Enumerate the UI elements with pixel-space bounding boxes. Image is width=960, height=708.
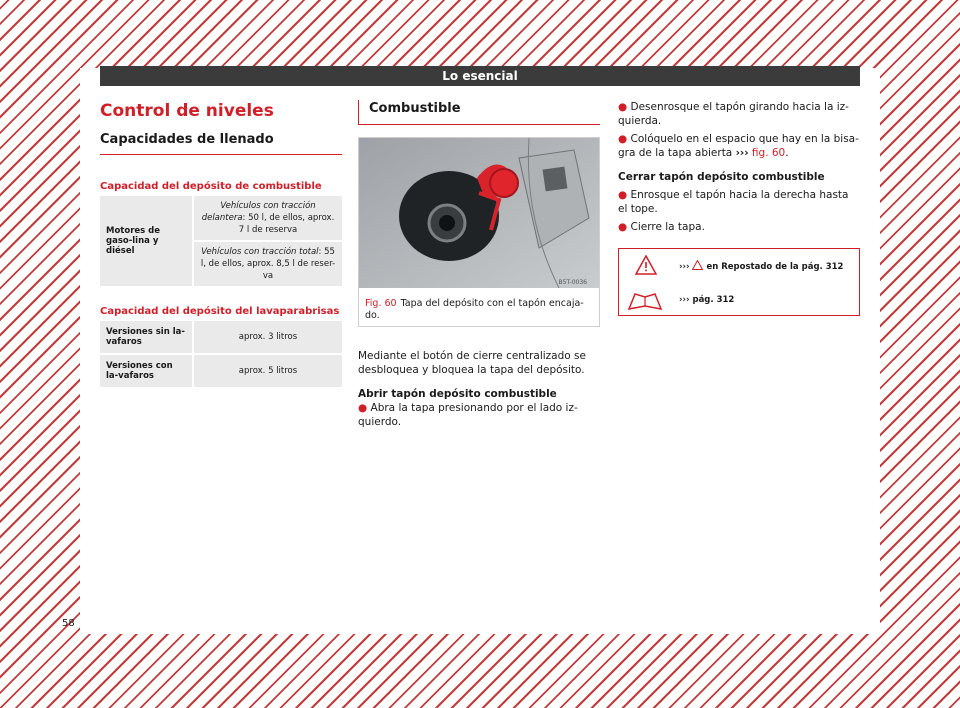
arrow-icon: ››› <box>679 295 690 305</box>
step-text: Desenrosque el tapón girando hacia la iz-quierda. <box>618 101 849 127</box>
step-text: Colóquelo en el espacio que hay en la bisa-gra de la tapa abierta <box>618 133 859 159</box>
reference-page[interactable] <box>679 295 734 305</box>
list-item <box>618 188 860 216</box>
bullet-icon: ● <box>618 221 628 233</box>
figure-code: B5T-0036 <box>558 279 587 286</box>
drive-type-label: Vehículos con tracción delantera <box>201 201 316 223</box>
table-value-cell: aprox. 3 litros <box>194 321 342 355</box>
section-heading: Control de niveles <box>100 101 274 121</box>
table-row <box>100 321 342 355</box>
figure-link[interactable]: fig. 60 <box>751 147 786 159</box>
table-label-cell: Versiones con la-vafaros <box>100 355 194 389</box>
arrow-icon: ››› <box>735 147 749 159</box>
washer-table-title: Capacidad del depósito del lavaparabrisas <box>100 306 340 317</box>
right-column <box>618 100 860 316</box>
book-icon <box>627 291 663 311</box>
fuel-door-illustration <box>359 138 599 288</box>
figure-caption-text: Tapa del depósito con el tapón encaja-do. <box>365 298 584 321</box>
table-value-cell <box>194 196 342 242</box>
warning-icon <box>635 255 657 275</box>
paragraph: Mediante el botón de cierre centralizado se desbloquea y bloquea la tapa del depósito. <box>358 350 586 376</box>
page-header: Lo esencial <box>100 66 860 86</box>
figure-caption <box>359 292 599 327</box>
table-value-cell: aprox. 5 litros <box>194 355 342 389</box>
section-subheading: Capacidades de llenado <box>100 132 342 155</box>
reference-text: en Repostado de la pág. 312 <box>706 262 844 272</box>
left-column <box>100 100 342 389</box>
list-item <box>618 100 860 128</box>
close-procedure-title: Cerrar tapón depósito combustible <box>618 171 825 183</box>
figure-number: Fig. 60 <box>365 298 397 309</box>
reference-text: pág. 312 <box>692 295 735 305</box>
section-title: Combustible <box>358 100 600 125</box>
table-label-cell: Versiones sin la-vafaros <box>100 321 194 355</box>
step-text: Cierre la tapa. <box>630 221 705 233</box>
bullet-icon: ● <box>358 402 368 414</box>
figure-60 <box>358 137 600 327</box>
list-item: ● Colóquelo en el espacio que hay en la bisa-gra de la tapa abierta ››› fig. 60. <box>618 133 859 159</box>
table-value-cell <box>194 242 342 288</box>
list-item <box>618 220 860 234</box>
capacity-text: : 55 l, de ellos, aprox. 8,5 l de reser-va <box>200 247 336 281</box>
step-text: Enrosque el tapón hacia la derecha hasta el tope. <box>618 189 849 215</box>
arrow-icon: ››› <box>679 262 690 272</box>
list-item <box>358 401 600 429</box>
table-label-cell: Motores de gaso-lina y diésel <box>100 196 194 288</box>
reference-warning[interactable] <box>679 260 843 272</box>
middle-column <box>358 100 600 429</box>
step-text: Abra la tapa presionando por el lado iz-quierdo. <box>358 402 578 428</box>
bullet-icon: ● <box>618 189 628 201</box>
fuel-table-title: Capacidad del depósito de combustible <box>100 181 322 192</box>
page-number: 58 <box>62 618 75 629</box>
table-row <box>100 355 342 389</box>
washer-capacity-table <box>100 321 342 389</box>
bullet-icon: ● <box>618 133 628 145</box>
capacity-text: : 50 l, de ellos, aprox. 7 l de reserva <box>238 213 335 235</box>
open-procedure-title: Abrir tapón depósito combustible <box>358 388 557 400</box>
fuel-capacity-table <box>100 196 342 288</box>
small-warning-icon <box>692 260 703 270</box>
reference-box <box>618 248 860 316</box>
table-row <box>100 196 342 242</box>
drive-type-label: Vehículos con tracción total <box>201 247 319 257</box>
bullet-icon: ● <box>618 101 628 113</box>
